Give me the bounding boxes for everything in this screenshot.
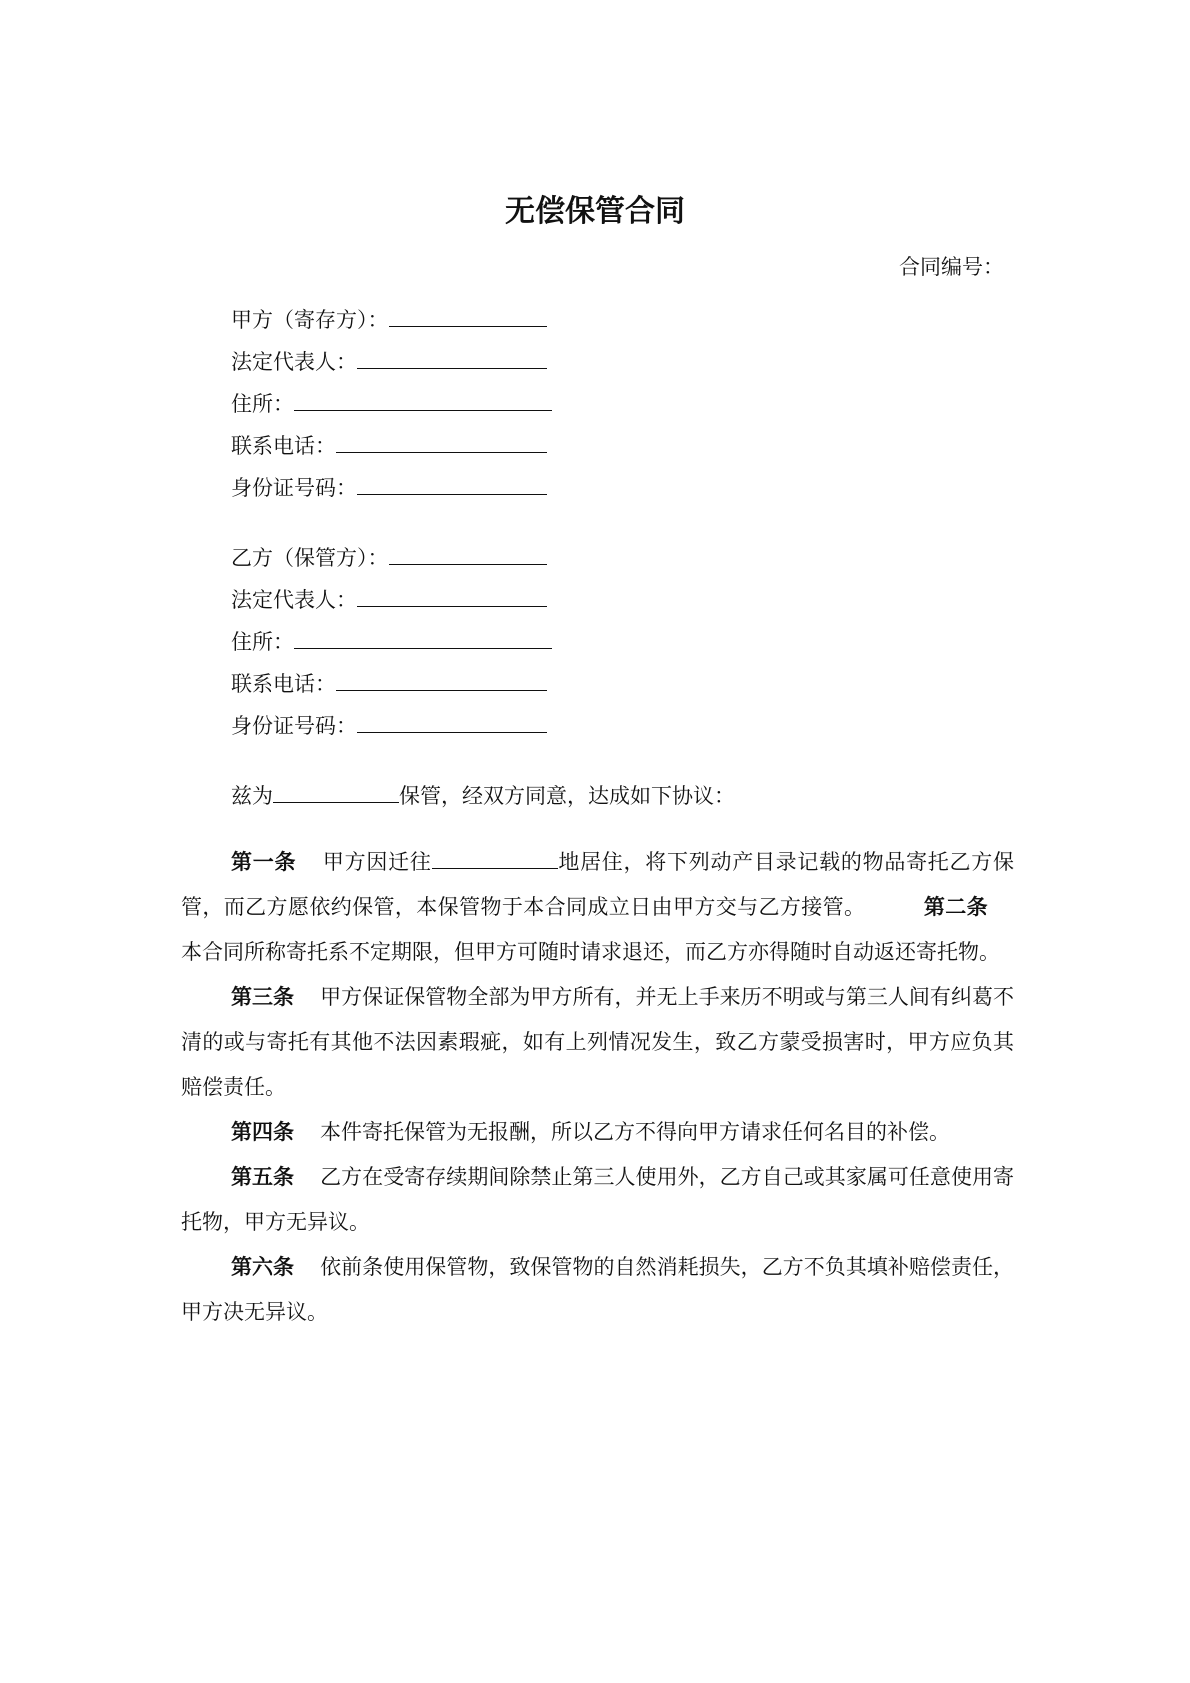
preamble-before: 兹为 <box>231 784 273 808</box>
document-title: 无偿保管合同 <box>505 194 685 229</box>
party-a-legal-rep-row <box>231 346 547 377</box>
party-b-heading: 乙方（保管方）： <box>231 546 389 570</box>
article-3-text: 甲方保证保管物全部为甲方所有，并无上手来历不明或与第三人间有纠葛不清的或与寄托有其他不法因素瑕疵，如有上列情况发生，致乙方蒙受损害时，甲方应负其赔偿责任。 <box>181 985 1015 1099</box>
party-b-legal-rep-row <box>231 584 547 615</box>
article-2-heading: 第二条 <box>923 895 989 919</box>
party-a-legal-rep-blank[interactable] <box>357 346 547 369</box>
article-2-text: 本合同所称寄托系不定期限，但甲方可随时请求退还，而乙方亦得随时自动返还寄托物。 <box>181 940 1000 964</box>
article-1-heading: 第一条 <box>231 850 297 874</box>
party-a-heading-row <box>231 304 547 335</box>
party-b-phone-blank[interactable] <box>336 668 547 691</box>
article-3-heading: 第三条 <box>231 985 295 1009</box>
preamble <box>231 780 735 811</box>
article-4-text: 本件寄托保管为无报酬，所以乙方不得向甲方请求任何名目的补偿。 <box>320 1120 950 1144</box>
party-b-id-row <box>231 710 547 741</box>
party-b-address-blank[interactable] <box>294 626 552 649</box>
article-1-text-after: 地居住，将下列动产目录记载的物品寄托乙方保管，而乙方愿依约保管，本保管物于本合同成立日由甲方交与乙方接管。 <box>181 850 1015 919</box>
article-6-heading: 第六条 <box>231 1255 295 1279</box>
party-b-address-label: 住所： <box>231 630 294 654</box>
article-5-text: 乙方在受寄存续期间除禁止第三人使用外，乙方自己或其家属可任意使用寄托物，甲方无异议。 <box>181 1165 1015 1234</box>
party-a-heading: 甲方（寄存方）： <box>231 308 389 332</box>
party-b-legal-rep-blank[interactable] <box>357 584 547 607</box>
party-b-name-blank[interactable] <box>389 542 547 565</box>
article-5-heading: 第五条 <box>231 1165 295 1189</box>
party-b-heading-row <box>231 542 547 573</box>
article-3-paragraph <box>181 975 1014 1110</box>
party-a-legal-rep-label: 法定代表人： <box>231 350 357 374</box>
article-5-paragraph <box>181 1155 1014 1245</box>
party-b-id-label: 身份证号码： <box>231 714 357 738</box>
party-a-id-row <box>231 472 547 503</box>
party-b-phone-label: 联系电话： <box>231 672 336 696</box>
article-6-text: 依前条使用保管物，致保管物的自然消耗损失，乙方不负其填补赔偿责任，甲方决无异议。 <box>181 1255 1015 1324</box>
article-1-2-paragraph <box>181 840 1014 975</box>
article-6-paragraph <box>181 1245 1014 1335</box>
party-b-id-blank[interactable] <box>357 710 547 733</box>
party-b-address-row <box>231 626 552 657</box>
party-a-address-row <box>231 388 552 419</box>
preamble-blank[interactable] <box>273 780 399 803</box>
preamble-after: 保管，经双方同意，达成如下协议： <box>399 784 735 808</box>
article-1-location-blank[interactable] <box>432 846 558 869</box>
article-1-text-before: 甲方因迁往 <box>322 850 432 874</box>
party-a-id-label: 身份证号码： <box>231 476 357 500</box>
party-b-legal-rep-label: 法定代表人： <box>231 588 357 612</box>
party-a-phone-blank[interactable] <box>336 430 547 453</box>
party-a-id-blank[interactable] <box>357 472 547 495</box>
contract-number-label: 合同编号： <box>899 255 1004 279</box>
party-a-name-blank[interactable] <box>389 304 547 327</box>
article-4-paragraph <box>181 1110 1014 1155</box>
contract-body <box>181 840 1014 1335</box>
party-b-phone-row <box>231 668 547 699</box>
party-a-phone-row <box>231 430 547 461</box>
party-a-phone-label: 联系电话： <box>231 434 336 458</box>
article-4-heading: 第四条 <box>231 1120 294 1144</box>
party-a-address-blank[interactable] <box>294 388 552 411</box>
party-a-address-label: 住所： <box>231 392 294 416</box>
